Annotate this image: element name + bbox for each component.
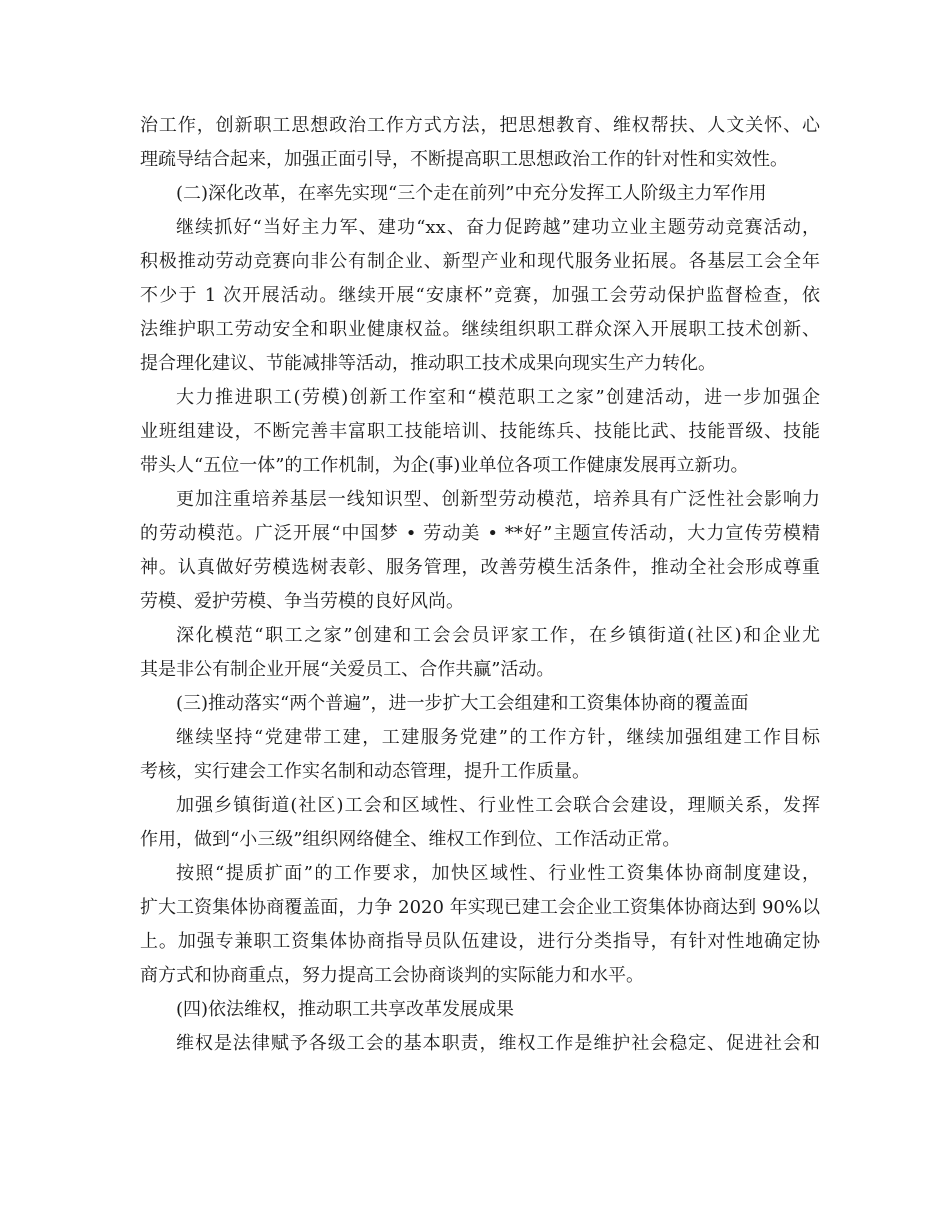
document-body [140,109,820,1061]
text-line: 扩大工资集体协商覆盖面，力争 2020 年实现已建工会企业工资集体协商达到 90%以 [140,897,820,918]
text-line: 提合理化建议、节能减排等活动，推动职工技术成果向现实生产力转化。 [140,353,716,374]
text-line: 积极推动劳动竞赛向非公有制企业、新型产业和现代服务业拓展。各基层工会全年 [140,251,820,272]
text-line: 大力推进职工(劳模)创新工作室和“模范职工之家”创建活动，进一步加强企 [176,387,820,408]
text-line: 业班组建设，不断完善丰富职工技能培训、技能练兵、技能比武、技能晋级、技能 [140,421,820,442]
text-line: 的劳动模范。广泛开展“中国梦 • 劳动美 • **好”主题宣传活动，大力宣传劳模精 [140,523,820,544]
text-line: 劳模、爱护劳模、争当劳模的良好风尚。 [140,591,464,612]
text-line: 考核，实行建会工作实名制和动态管理，提升工作质量。 [140,761,590,782]
section-heading: (二)深化改革，在率先实现“三个走在前列”中充分发挥工人阶级主力军作用 [176,183,767,204]
text-line: 商方式和协商重点，努力提高工会协商谈判的实际能力和水平。 [140,965,644,986]
text-line: 不少于 1 次开展活动。继续开展“安康杯”竞赛，加强工会劳动保护监督检查，依 [140,285,820,306]
section-heading: (四)依法维权，推动职工共享改革发展成果 [176,999,515,1020]
text-line: 作用，做到“小三级”组织网络健全、维权工作到位、工作活动正常。 [140,829,681,850]
text-line: 带头人“五位一体”的工作机制，为企(事)业单位各项工作健康发展再立新功。 [140,455,749,476]
section-heading: (三)推动落实“两个普遍”，进一步扩大工会组建和工资集体协商的覆盖面 [176,693,749,714]
text-line: 更加注重培养基层一线知识型、创新型劳动模范，培养具有广泛性社会影响力 [176,489,820,510]
text-line: 上。加强专兼职工资集体协商指导员队伍建设，进行分类指导，有针对性地确定协 [140,931,820,952]
text-line: 理疏导结合起来，加强正面引导，不断提高职工思想政治工作的针对性和实效性。 [140,149,788,170]
text-line: 治工作，创新职工思想政治工作方式方法，把思想教育、维权帮扶、人文关怀、心 [140,115,820,136]
text-line: 其是非公有制企业开展“关爱员工、合作共赢”活动。 [140,659,555,680]
text-line: 深化模范“职工之家”创建和工会会员评家工作，在乡镇街道(社区)和企业尤 [176,625,820,646]
text-line: 继续抓好“当好主力军、建功“xx、奋力促跨越”建功立业主题劳动竞赛活动， [176,217,820,238]
text-line: 继续坚持“党建带工建，工建服务党建”的工作方针，继续加强组建工作目标 [176,727,820,748]
text-line: 按照“提质扩面”的工作要求，加快区域性、行业性工资集体协商制度建设， [176,863,820,884]
text-line: 法维护职工劳动安全和职业健康权益。继续组织职工群众深入开展职工技术创新、 [140,319,820,340]
text-line: 神。认真做好劳模选树表彰、服务管理，改善劳模生活条件，推动全社会形成尊重 [140,557,820,578]
text-line: 维权是法律赋予各级工会的基本职责，维权工作是维护社会稳定、促进社会和 [176,1033,820,1054]
text-line: 加强乡镇街道(社区)工会和区域性、行业性工会联合会建设，理顺关系，发挥 [176,795,820,816]
